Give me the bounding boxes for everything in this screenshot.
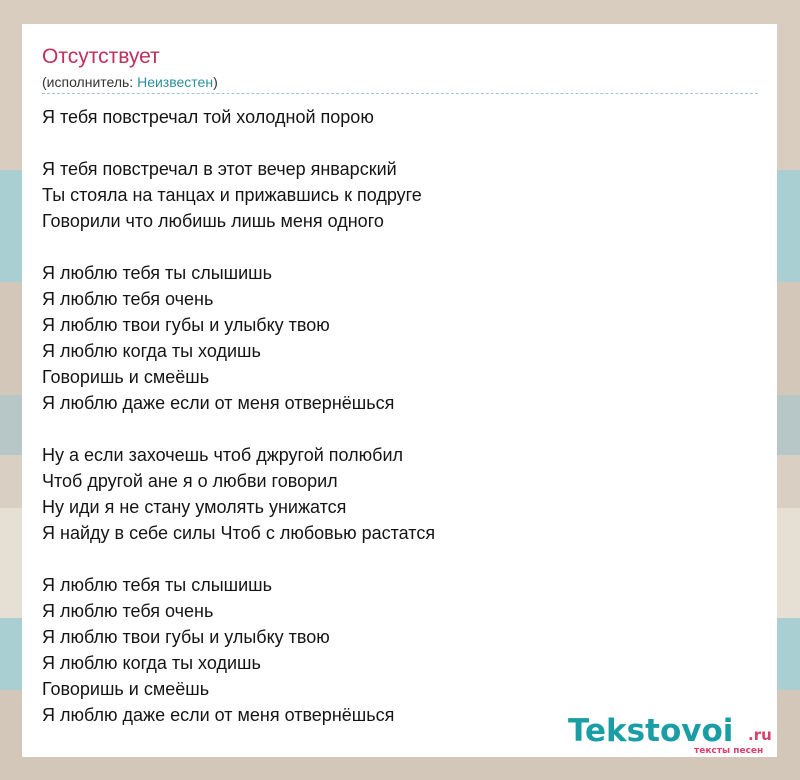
stanza bbox=[42, 572, 758, 728]
dashed-divider bbox=[42, 93, 758, 94]
lyric-line: Говоришь и смеёшь bbox=[42, 679, 210, 699]
song-title: Отсутствует bbox=[42, 45, 160, 68]
lyric-line: Я люблю твои губы и улыбку твою bbox=[42, 315, 330, 335]
lyric-line: Я люблю тебя очень bbox=[42, 601, 214, 621]
watermark-logo bbox=[568, 714, 778, 754]
logo-tagline: тексты песен bbox=[694, 746, 764, 756]
artist-prefix: (исполнитель: bbox=[42, 74, 138, 90]
lyric-line: Говорили что любишь лишь меня одного bbox=[42, 211, 384, 231]
lyric-line: Ну а если захочешь чтоб джругой полюбил bbox=[42, 445, 404, 465]
stanza bbox=[42, 156, 758, 234]
lyric-line: Я люблю тебя ты слышишь bbox=[42, 263, 272, 283]
lyric-line: Я люблю тебя очень bbox=[42, 289, 214, 309]
logo-name: Tekstovoi bbox=[568, 713, 734, 749]
lyric-line: Я люблю даже если от меня отвернёшься bbox=[42, 705, 395, 725]
stanza bbox=[42, 260, 758, 416]
artist-suffix: ) bbox=[213, 74, 218, 90]
lyric-line: Я люблю тебя ты слышишь bbox=[42, 575, 272, 595]
lyric-line: Я люблю когда ты ходишь bbox=[42, 653, 261, 673]
lyric-line: Чтоб другой ане я о любви говорил bbox=[42, 471, 338, 491]
lyric-line: Я люблю твои губы и улыбку твою bbox=[42, 627, 330, 647]
lyric-line: Я тебя повстречал в этот вечер январский bbox=[42, 159, 397, 179]
logo-tld: .ru bbox=[748, 726, 772, 744]
lyric-line: Ну иди я не стану умолять унижатся bbox=[42, 497, 347, 517]
lyric-line: Я тебя повстречал той холодной порою bbox=[42, 107, 374, 127]
stanza bbox=[42, 104, 758, 130]
lyrics-card bbox=[22, 24, 777, 757]
lyric-line: Говоришь и смеёшь bbox=[42, 367, 210, 387]
lyric-line: Я найду в себе силы Чтоб с любовью растатся bbox=[42, 523, 436, 543]
stanza bbox=[42, 442, 758, 546]
lyric-line: Я люблю даже если от меня отвернёшься bbox=[42, 393, 395, 413]
lyric-line: Ты стояла на танцах и прижавшись к подруге bbox=[42, 185, 422, 205]
lyrics-text bbox=[42, 104, 758, 728]
artist-link[interactable]: Неизвестен bbox=[137, 74, 214, 90]
lyric-line: Я люблю когда ты ходишь bbox=[42, 341, 261, 361]
artist-line bbox=[42, 73, 218, 91]
